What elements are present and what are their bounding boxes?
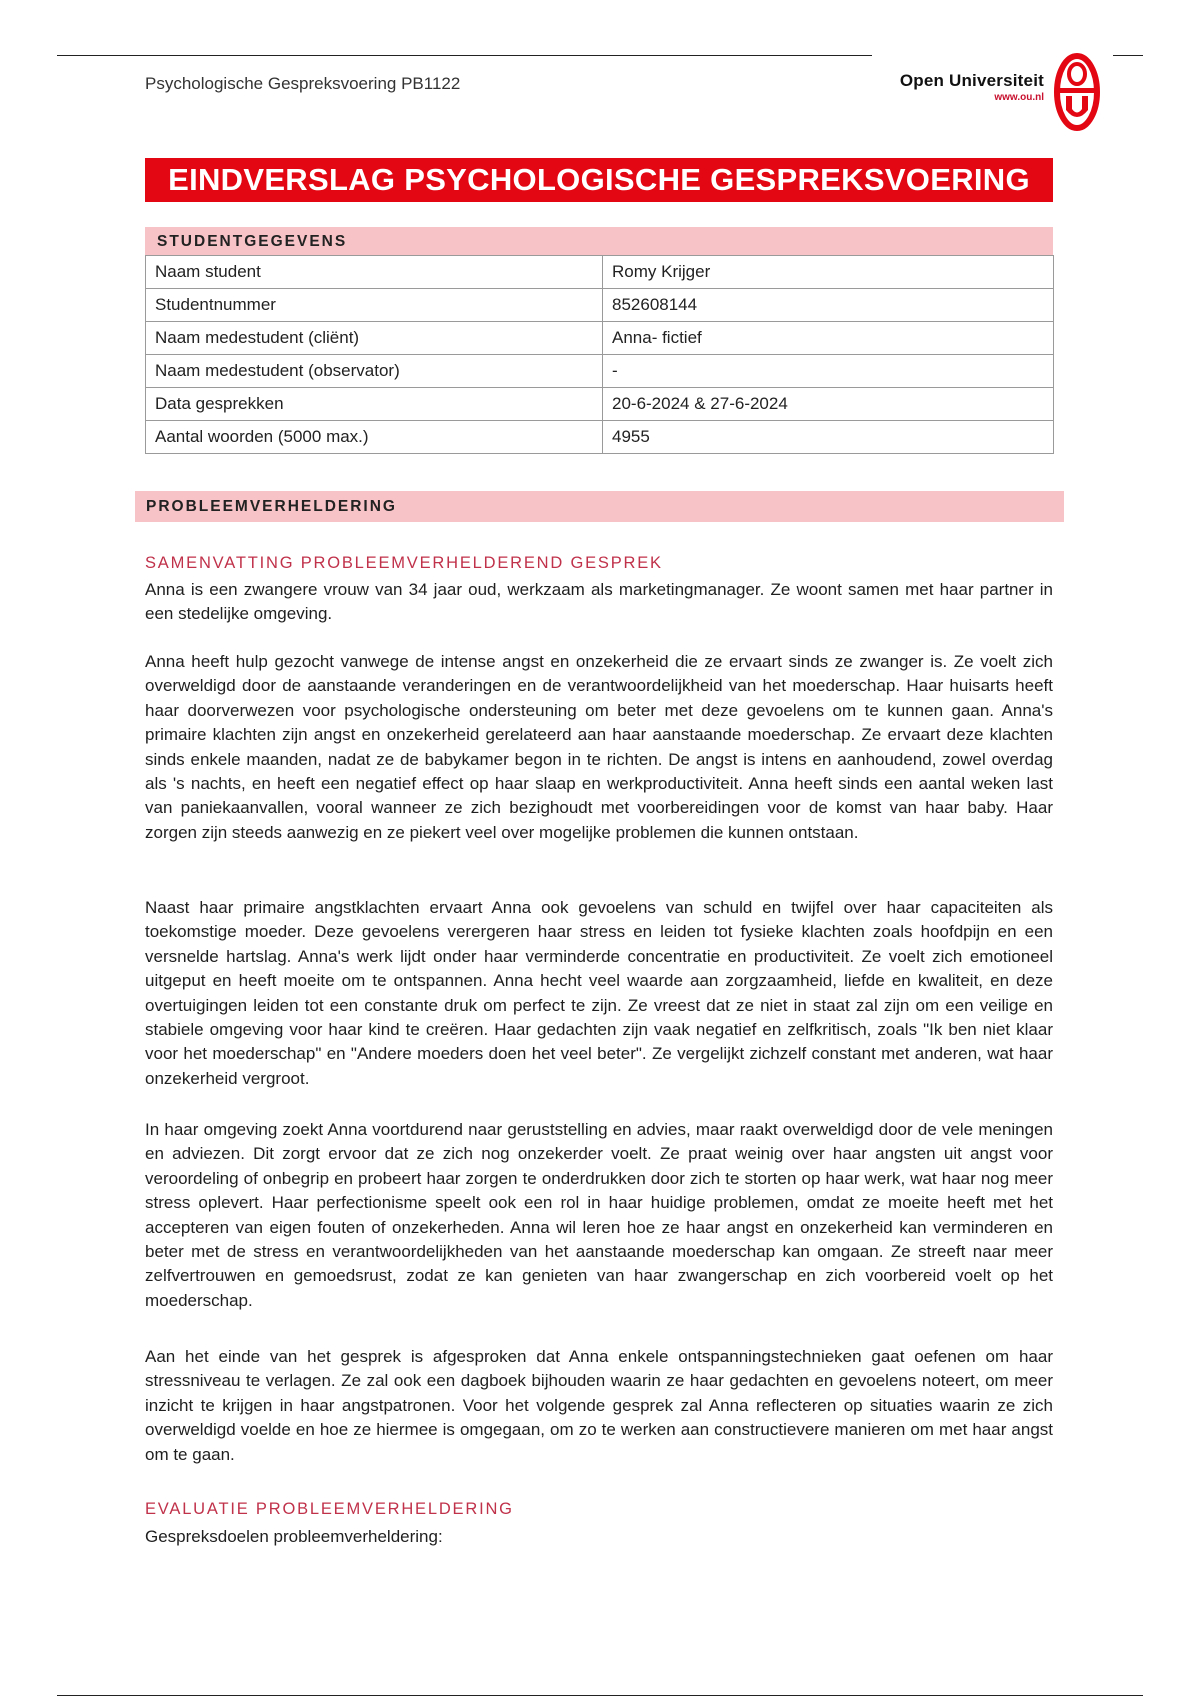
header-rule-right xyxy=(1113,55,1143,56)
summary-paragraph: Anna is een zwangere vrouw van 34 jaar oud, werkzaam als marketingmanager. Ze woont samen met haar partner in een stedelijke omgeving. xyxy=(145,580,1053,624)
summary-paragraph: Naast haar primaire angstklachten ervaart Anna ook gevoelens van schuld en twijfel over haar capaciteiten als toekomstige moeder. Deze gevoelens verergeren haar stress en leiden tot fysieke klachten zoals hoofdpijn en een versnelde hartslag. Anna's werk lijdt onder haar verminderde concentratie en productiviteit. Ze voelt zich emotioneel uitgeput en heeft moeite om te ontspannen. Anna hecht veel waarde aan zorgzaamheid, liefde en kwaliteit, en deze overtuigingen leiden tot een constante druk om perfect te zijn. Ze vreest dat ze niet in staat zal zijn om een veilige en stabiele omgeving voor haar kind te creëren. Haar gedachten zijn vaak negatief en zelfkritisch, zoals "Ik ben niet klaar voor het moederschap" en "Andere moeders doen het veel beter". Ze vergelijkt zichzelf constant met anderen, wat haar onzekerheid vergroot. xyxy=(145,898,1053,1088)
logo-name: Open Universiteit xyxy=(899,71,1044,90)
row-label: Naam medestudent (observator) xyxy=(146,355,603,388)
row-label: Data gesprekken xyxy=(146,388,603,421)
row-label: Studentnummer xyxy=(146,289,603,322)
summary-paragraph: In haar omgeving zoekt Anna voortdurend naar geruststelling en advies, maar raakt overweldigd door de vele meningen en adviezen. Dit zorgt ervoor dat ze zich nog onzekerder voelt. Ze praat weinig over haar angsten uit angst voor veroordeling of onbegrip en probeert haar zorgen te onderdrukken door zich te storten op haar werk, wat haar nog meer stress oplevert. Haar perfectionisme speelt ook een rol in haar huidige problemen, omdat ze moeite heeft met het accepteren van eigen fouten of onzekerheden. Anna wil leren hoe ze haar angst en onzekerheid kan verminderen en beter met de stress en verantwoordelijkheden van het aanstaande moederschap kan omgaan. Ze streeft naar meer zelfvertrouwen en gemoedsrust, zodat ze kan genieten van haar zwangerschap en zich voorbereid voelt op het moederschap. xyxy=(145,1120,1053,1310)
evaluation-heading: EVALUATIE PROBLEEMVERHELDERING xyxy=(145,1500,514,1518)
header-rule-left xyxy=(57,55,872,56)
student-section-heading: STUDENTGEGEVENS xyxy=(145,227,1053,255)
summary-paragraph: Anna heeft hulp gezocht vanwege de intense angst en onzekerheid die ze ervaart sinds ze zwanger is. Ze voelt zich overweldigd door de aanstaande veranderingen en de verantwoordelijkheid van het moederschap. Haar huisarts heeft haar doorverwezen voor psychologische ondersteuning om beter met deze gevoelens om te kunnen gaan. Anna's primaire klachten zijn angst en onzekerheid gerelateerd aan haar aanstaande moederschap. Ze ervaart deze klachten sinds enkele maanden, nadat ze de babykamer begon in te richten. De angst is intens en aanhoudend, zowel overdag als 's nachts, en heeft een negatief effect op haar slaap en werkproductiviteit. Anna heeft sinds een aantal weken last van paniekaanvallen, vooral wanneer ze zich bezighoudt met voorbereidingen voor de komst van haar baby. Haar zorgen zijn steeds aanwezig en ze piekert veel over mogelijke problemen die kunnen ontstaan. xyxy=(145,652,1053,842)
open-universiteit-logo xyxy=(880,52,1100,132)
table-row xyxy=(146,289,1054,322)
footer-rule xyxy=(57,1695,1143,1696)
table-row xyxy=(146,355,1054,388)
summary-heading: SAMENVATTING PROBLEEMVERHELDEREND GESPREK xyxy=(145,554,663,572)
row-label: Naam medestudent (cliënt) xyxy=(146,322,603,355)
row-value: 852608144 xyxy=(603,289,1054,322)
summary-paragraph: Aan het einde van het gesprek is afgesproken dat Anna enkele ontspanningstechnieken gaat oefenen om haar stressniveau te verlagen. Ze zal ook een dagboek bijhouden waarin ze haar gedachten en gevoelens noteert, om meer inzicht te krijgen in haar angstpatronen. Voor het volgende gesprek zal Anna reflecteren op situaties waarin ze zich overweldigd voelde en hoe ze hiermee is omgegaan, om zo te werken aan constructievere manieren om met haar angst om te gaan. xyxy=(145,1347,1053,1464)
student-info-table xyxy=(145,255,1054,454)
table-row xyxy=(146,388,1054,421)
row-value: Romy Krijger xyxy=(603,256,1054,289)
row-value: Anna- fictief xyxy=(603,322,1054,355)
probleem-section-heading: PROBLEEMVERHELDERING xyxy=(135,491,1064,522)
row-value: 20-6-2024 & 27-6-2024 xyxy=(603,388,1054,421)
table-row xyxy=(146,256,1054,289)
document-title: EINDVERSLAG PSYCHOLOGISCHE GESPREKSVOERING xyxy=(145,158,1053,202)
ou-emblem-icon xyxy=(1054,52,1100,132)
logo-url: www.ou.nl xyxy=(994,92,1044,103)
table-row xyxy=(146,421,1054,454)
course-header: Psychologische Gespreksvoering PB1122 xyxy=(145,74,461,93)
evaluation-lead: Gespreksdoelen probleemverheldering: xyxy=(145,1527,443,1546)
row-label: Naam student xyxy=(146,256,603,289)
row-label: Aantal woorden (5000 max.) xyxy=(146,421,603,454)
table-row xyxy=(146,322,1054,355)
row-value: 4955 xyxy=(603,421,1054,454)
row-value: - xyxy=(603,355,1054,388)
